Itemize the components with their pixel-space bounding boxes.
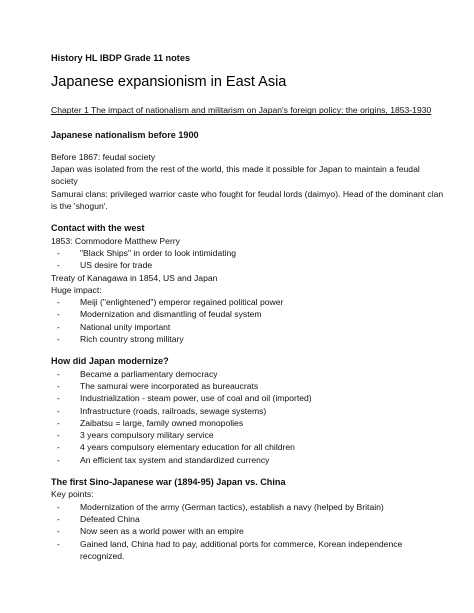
list-item-text: An efficient tax system and standardized currency [80, 454, 270, 465]
bullet-dash: - [57, 297, 60, 308]
list-item-text: 4 years compulsory elementary education for all children [80, 442, 295, 453]
list-item-text: Infrastructure (roads, railroads, sewage systems) [80, 405, 267, 416]
list-item [51, 405, 446, 417]
list-item-text: Defeated China [80, 513, 140, 524]
list-item [51, 333, 446, 345]
list-item-text: Meiji ("enlightened") emperor regained political power [80, 297, 284, 308]
list-item-text: Rich country strong military [80, 334, 184, 345]
document-body [51, 52, 446, 572]
list-item [51, 380, 446, 392]
list-item-text: National unity important [80, 321, 171, 332]
list-item [51, 538, 446, 563]
list-item-text: Now seen as a world power with an empire [80, 526, 244, 537]
list-item [51, 417, 446, 429]
bullet-list [51, 247, 446, 272]
list-item [51, 454, 446, 466]
bullet-dash: - [57, 526, 60, 537]
bullet-dash: - [57, 334, 60, 345]
section-heading: How did Japan modernize? [51, 356, 169, 367]
list-item [51, 525, 446, 537]
paragraph: Japan was isolated from the rest of the world, this made it possible for Japan to maintain a feudal society [51, 164, 420, 187]
section-heading: Contact with the west [51, 223, 145, 234]
list-item-text: The samurai were incorporated as bureaucrats [80, 380, 259, 391]
paragraph: Huge impact: [51, 284, 102, 295]
section-nationalism [51, 129, 446, 213]
bullet-dash: - [57, 380, 60, 391]
list-item-text: Became a parliamentary democracy [80, 368, 218, 379]
paragraph: Samurai clans: privileged warrior caste who fought for feudal lords (daimyo). Head of the dominant clan is the 'shogun'. [51, 188, 444, 212]
list-item [51, 321, 446, 333]
list-item [51, 441, 446, 453]
list-item-text: "Black Ships" in order to look intimidating [80, 247, 237, 258]
list-item [51, 308, 446, 320]
bullet-list [51, 368, 446, 466]
list-item [51, 296, 446, 308]
bullet-dash: - [57, 247, 60, 258]
bullet-list [51, 296, 446, 345]
bullet-dash: - [57, 501, 60, 512]
section-sino-japanese-war [51, 476, 446, 562]
document-title: Japanese expansionism in East Asia [51, 74, 287, 91]
list-item-text: Modernization and dismantling of feudal system [80, 309, 262, 320]
section-contact-west [51, 222, 446, 345]
list-item [51, 259, 446, 271]
document-header: History HL IBDP Grade 11 notes [51, 53, 191, 63]
list-item-text: Modernization of the army (German tactics), establish a navy (helped by Britain) [80, 501, 384, 512]
bullet-dash: - [57, 538, 60, 549]
list-item-text: 3 years compulsory military service [80, 430, 214, 441]
list-item [51, 392, 446, 404]
paragraph: Key points: [51, 489, 94, 500]
list-item [51, 247, 446, 259]
bullet-dash: - [57, 309, 60, 320]
chapter-heading: Chapter 1 The impact of nationalism and militarism on Japan's foreign policy: the origins, 1853-1930 [51, 105, 432, 116]
paragraph: 1853: Commodore Matthew Perry [51, 235, 180, 246]
bullet-dash: - [57, 321, 60, 332]
list-item [51, 501, 446, 513]
paragraph: Treaty of Kanagawa in 1854, US and Japan [51, 272, 218, 283]
section-heading: The first Sino-Japanese war (1894-95) Japan vs. China [51, 477, 286, 488]
list-item [51, 368, 446, 380]
bullet-dash: - [57, 368, 60, 379]
bullet-dash: - [57, 405, 60, 416]
bullet-dash: - [57, 260, 60, 271]
list-item-text: Gained land, China had to pay, additional ports for commerce, Korean independence recognized. [80, 538, 403, 561]
bullet-list [51, 501, 446, 562]
section-heading: Japanese nationalism before 1900 [51, 129, 199, 140]
list-item-text: Zaibatsu = large, family owned monopolies [80, 417, 244, 428]
bullet-dash: - [57, 393, 60, 404]
list-item [51, 429, 446, 441]
list-item [51, 513, 446, 525]
bullet-dash: - [57, 454, 60, 465]
paragraph: Before 1867: feudal society [51, 151, 156, 162]
list-item-text: Industrialization - steam power, use of coal and oil (imported) [80, 393, 312, 404]
bullet-dash: - [57, 513, 60, 524]
bullet-dash: - [57, 442, 60, 453]
bullet-dash: - [57, 430, 60, 441]
bullet-dash: - [57, 417, 60, 428]
list-item-text: US desire for trade [80, 260, 153, 271]
section-modernize [51, 355, 446, 466]
